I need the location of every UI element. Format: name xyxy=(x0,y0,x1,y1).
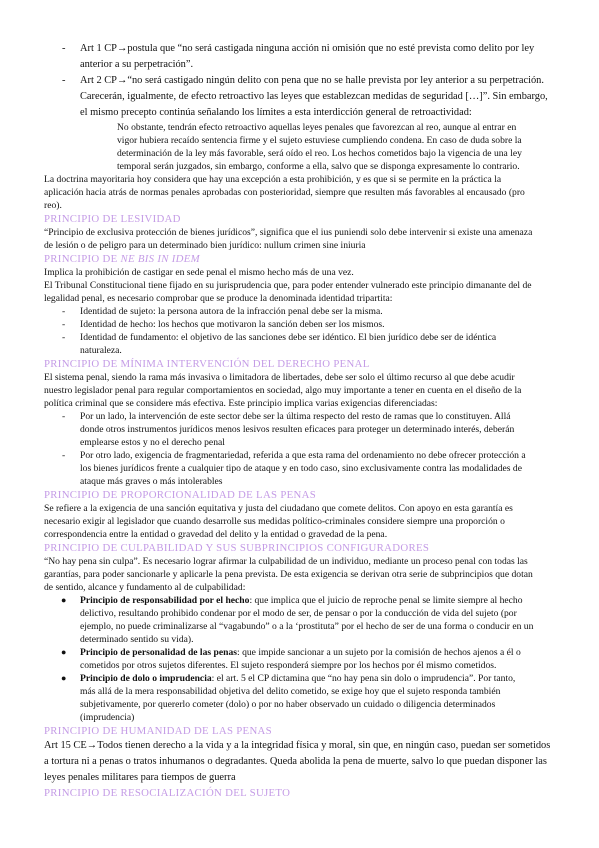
text-line: el mismo precepto continúa señalando los límites a esta interdicción general de retroactividad: xyxy=(80,107,472,118)
list-item-personalidad xyxy=(0,646,599,659)
section-heading-resocializacion: PRINCIPIO DE RESOCIALIZACIÓN DEL SUJETO xyxy=(44,787,291,799)
term-bold: Principio de dolo o imprudencia xyxy=(80,673,212,684)
section-heading-humanidad: PRINCIPIO DE HUMANIDAD DE LAS PENAS xyxy=(44,725,272,737)
term-bold: Principio de responsabilidad por el hecho xyxy=(80,595,250,606)
text-line: Carecerán, igualmente, de efecto retroactivo las leyes que establezcan medidas de seguridad […]”. Sin embargo, xyxy=(80,91,548,102)
text-line: Se refiere a la exigencia de una sanción equitativa y justa del ciudadano que comete delitos. Con apoyo en esta garantía es xyxy=(44,503,513,514)
dash-bullet: - xyxy=(62,450,66,461)
heading-italic: NE BIS IN IDEM xyxy=(120,253,200,265)
section-heading-proporcionalidad: PRINCIPIO DE PROPORCIONALIDAD DE LAS PENAS xyxy=(44,489,317,501)
text-line: de lesión o de peligro para un determinado bien jurídico: nullum crimen sine iniuria xyxy=(44,240,366,251)
text-line: (imprudencia) xyxy=(80,712,135,723)
text-line: de sentido, alcance y fundamento al de culpabilidad: xyxy=(44,582,246,593)
text-line: emplearse estos y no el derecho penal xyxy=(80,437,225,448)
text-line: determinado sentido su vida). xyxy=(80,634,194,645)
text-line: a tortura ni a penas o tratos inhumanos o degradantes. Queda abolida la pena de muerte, salvo lo que puedan disponer las xyxy=(44,756,547,767)
text-line: donde otros instrumentos jurídicos menos lesivos resulten eficaces para proteger un determinado interés, deberán xyxy=(80,424,515,435)
text-line: naturaleza. xyxy=(80,345,122,356)
text-line: garantías, para poder sancionarle y aplicarle la pena prevista. De esta exigencia se derivan otra serie de subprincipios que dotan xyxy=(44,569,533,580)
text-line: vigor hubiera recaído sentencia firme y el sujeto estuviese cumpliendo condena. En caso de duda sobre la xyxy=(117,135,522,146)
text-line: Art 15 CE→Todos tienen derecho a la vida y a la integridad física y moral, sin que, en ningún caso, puedan ser sometidos xyxy=(44,740,551,751)
list-item xyxy=(0,449,599,462)
dash-bullet: - xyxy=(62,332,66,343)
dash-bullet: - xyxy=(62,306,66,317)
block-quote xyxy=(0,121,599,134)
text-line: necesario exigir al legislador que cuando desarrolle sus medidas político-criminales considere siempre una proporción o xyxy=(44,516,505,527)
text-line: ataque más graves o más intolerables xyxy=(80,476,223,487)
text-line: política criminal que se considere más efectiva. Este principio implica varias exigencias diferenciadas: xyxy=(44,398,438,409)
text-line: nuestro legislador penal para regular comportamientos en sociedad, algo muy importante a tener en cuenta en el diseño de la xyxy=(44,385,522,396)
list-item xyxy=(0,318,599,331)
text-line: leyes penales militares para tiempos de guerra xyxy=(44,772,236,783)
round-bullet: ● xyxy=(61,595,67,605)
section-heading-ne-bis-in-idem xyxy=(0,252,599,266)
text-line: Por un lado, la intervención de este sector debe ser la última respecto del resto de ramas que lo constituyen. Allá xyxy=(80,411,511,422)
list-item-responsabilidad xyxy=(0,594,599,607)
text-line: Art 1 CP→postula que “no será castigada ninguna acción ni omisión que no esté prevista como delito por ley xyxy=(80,43,535,54)
section-heading-lesividad: PRINCIPIO DE LESIVIDAD xyxy=(44,213,181,225)
text-line: : el art. 5 el CP dictamina que “no hay pena sin dolo o imprudencia”. Por tanto, xyxy=(211,673,516,684)
round-bullet: ● xyxy=(61,673,67,683)
text-line: aplicación hacia atrás de normas penales aprobadas con posterioridad, siempre que resulten más favorables al encausado (pro xyxy=(44,187,525,198)
text-line: Identidad de hecho: los hechos que motivaron la sanción deben ser los mismos. xyxy=(80,319,385,330)
text-line: Identidad de sujeto: la persona autora de la infracción penal debe ser la misma. xyxy=(80,306,383,317)
text-line: Implica la prohibición de castigar en sede penal el mismo hecho más de una vez. xyxy=(44,267,354,278)
text-line: El Tribunal Constitucional tiene fijado en su jurisprudencia que, para poder entender vulnerado este principio dimanante del de xyxy=(44,280,532,291)
text-line: La doctrina mayoritaria hoy considera que hay una excepción a esta prohibición, y es que si se permite en la práctica la xyxy=(44,174,502,185)
section-heading-minima-intervencion: PRINCIPIO DE MÍNIMA INTERVENCIÓN DEL DERECHO PENAL xyxy=(44,358,370,370)
section-heading-culpabilidad: PRINCIPIO DE CULPABILIDAD Y SUS SUBPRINCIPIOS CONFIGURADORES xyxy=(44,542,430,554)
dash-bullet: - xyxy=(62,75,66,86)
text-line: No obstante, tendrán efecto retroactivo aquellas leyes penales que favorezcan al reo, aunque al entrar en xyxy=(117,122,517,133)
text-line: delictivo, resultando prohibido condenar por el modo de ser, de pensar o por la conducción de vida del sujeto (por xyxy=(80,608,517,619)
text-line: determinación de la ley más favorable, será oído el reo. Los hechos cometidos bajo la vigencia de una ley xyxy=(117,148,522,159)
text-line: Art 2 CP→“no será castigado ningún delito con pena que no se halle prevista por ley anterior a su perpetración. xyxy=(80,75,544,86)
heading-prefix: PRINCIPIO DE xyxy=(44,253,121,265)
text-line: ejemplo, no puede criminalizarse al “vagabundo” o a la ‘prostituta” por el hecho de ser de una forma o conducir en un xyxy=(80,621,534,632)
text-line: : que impide sancionar a un sujeto por la comisión de hechos ajenos a él o xyxy=(237,647,521,658)
text-line: anterior a su perpetración”. xyxy=(80,59,194,70)
text-line: El sistema penal, siendo la rama más invasiva o limitadora de libertades, debe ser solo el último recurso al que debe acudir xyxy=(44,372,515,383)
text-line: subjetivamente, por quererlo cometer (dolo) o por no haber observado un cuidado o diligencia determinados xyxy=(80,699,496,710)
term-bold: Principio de personalidad de las penas xyxy=(80,647,237,658)
text-line: Identidad de fundamento: el objetivo de las sanciones debe ser idéntico. El bien jurídico debe ser de idéntica xyxy=(80,332,497,343)
text-line: correspondencia entre la entidad o gravedad del delito y la entidad o gravedad de la pena. xyxy=(44,529,388,540)
list-item-art1 xyxy=(0,41,599,57)
text-line: legalidad penal, es necesario comprobar que se produce la denominada identidad tripartita: xyxy=(44,293,393,304)
list-item xyxy=(0,305,599,318)
dash-bullet: - xyxy=(62,43,66,54)
text-line: más allá de la mera responsabilidad objetiva del delito cometido, se exige hoy que el sujeto responda también xyxy=(80,686,501,697)
text-line: los bienes jurídicos frente a cualquier tipo de ataque y en todo caso, sino exclusivamente contra las modalidades de xyxy=(80,463,522,474)
text-line: temporal serán juzgados, sin embargo, conforme a ella, salvo que se disponga expresamente lo contrario. xyxy=(117,161,520,172)
list-item xyxy=(0,410,599,423)
text-line: “No hay pena sin culpa”. Es necesario lograr afirmar la culpabilidad de un individuo, mediante un proceso penal con todas las xyxy=(44,556,528,567)
text-line: “Principio de exclusiva protección de bienes jurídicos”, significa que el ius puniendi solo debe intervenir si existe una amenaza xyxy=(44,227,533,238)
dash-bullet: - xyxy=(62,411,66,422)
dash-bullet: - xyxy=(62,319,66,330)
text-line: cometidos por otros sujetos diferentes. El sujeto responderá siempre por los hechos por él mismo cometidos. xyxy=(80,660,497,671)
list-item-art2 xyxy=(0,73,599,89)
text-line: : que implica que el juicio de reproche penal se limite siempre al hecho xyxy=(249,595,523,606)
list-item xyxy=(0,331,599,344)
text-line: reo). xyxy=(44,200,62,211)
list-item-dolo xyxy=(0,672,599,685)
text-line: Por otro lado, exigencia de fragmentariedad, referida a que esta rama del ordenamiento no debe ofrecer protección a xyxy=(80,450,526,461)
round-bullet: ● xyxy=(61,647,67,657)
document-body xyxy=(0,41,599,800)
